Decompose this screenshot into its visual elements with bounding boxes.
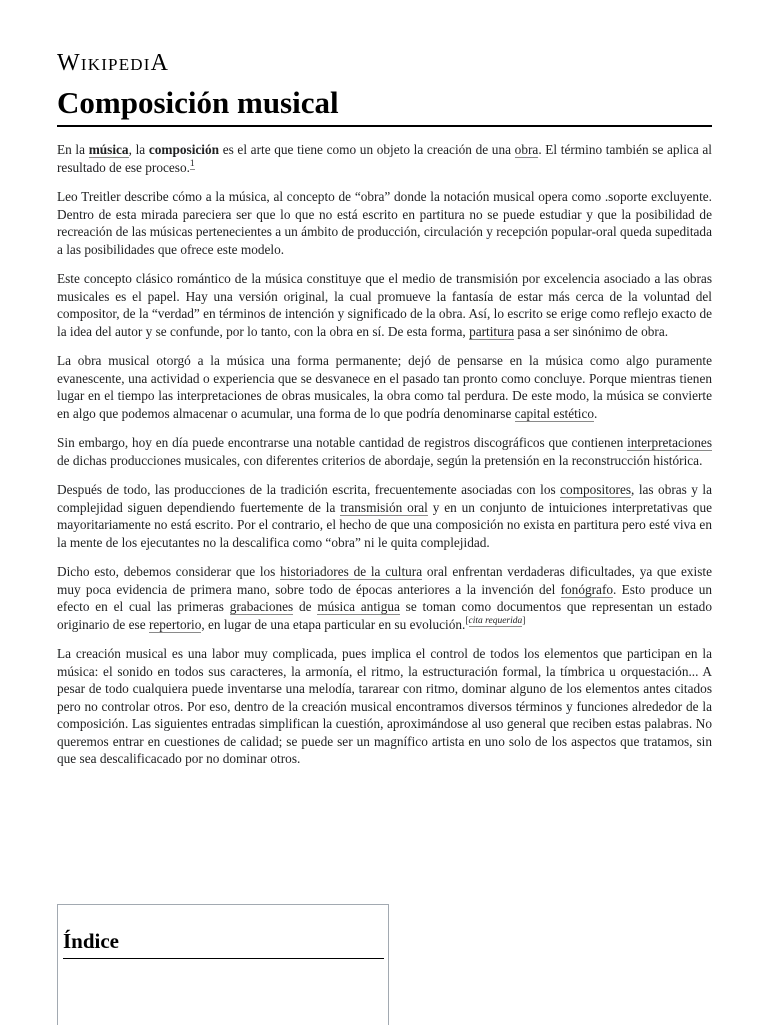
text: de xyxy=(293,599,318,614)
text: Este concepto clásico romántico de la música constituye que el medio de transmisión por excelencia asociado a las obras musicales es el papel. Hay una versión original, la cual promueve la fantasía de estar más cerca de la voluntad del compositor, de la “verdad” en términos de intención y significado de la obra. Así, lo escrito se erige como reflejo exacto de la idea del autor y se confunde, por lo tanto, con la obra en sí. De esta forma, xyxy=(57,271,712,339)
link-obra[interactable]: obra xyxy=(514,142,539,157)
text: . El término también se aplica al resultado de ese proceso. xyxy=(57,142,713,175)
link-fonografo[interactable]: fonógrafo xyxy=(560,581,614,597)
article-body xyxy=(57,141,712,780)
paragraph-2: Leo Treitler describe cómo a la música, al concepto de “obra” donde la notación musical opera como .soporte excluyente. Dentro de esta mirada pareciera ser que lo que no está escrito en partitura no se puede estudiar y que la posibilidad de recreación de las músicas pertenecientes a un ámbito de producción, circulación y recepción popular-oral queda supeditada a las posibilidades que ofrece este modelo. xyxy=(57,189,712,257)
text: Después de todo, las producciones de la tradición escrita, frecuentemente asociadas con los xyxy=(57,482,561,497)
text: La obra musical otorgó a la música una forma permanente; dejó de pensarse en la música como algo puramente evanescente, una actividad o experiencia que se desvanece en el pasado tan pronto como concluye. Porque mientras tienen lugar en el tiempo las interpretaciones de obras musicales, la obra como tal perdura. De este modo, la música se convierte en algo que podemos almacenar o acumular, una forma de lo que podría denominarse xyxy=(57,353,712,421)
wikipedia-logo[interactable] xyxy=(57,50,169,77)
bold-composicion: composición xyxy=(148,142,220,157)
text: es el arte que tiene como un objeto la creación de una xyxy=(219,142,515,157)
link-transmision-oral[interactable]: transmisión oral xyxy=(340,499,428,515)
paragraph-6 xyxy=(57,481,712,551)
text: de dichas producciones musicales, con diferentes criterios de abordaje, según la pretensión en la reconstrucción histórica. xyxy=(57,452,703,468)
table-of-contents xyxy=(57,904,389,1025)
bracket: [ xyxy=(465,615,469,626)
citation-needed xyxy=(465,616,525,627)
bracket: ] xyxy=(522,615,526,626)
wordmark-w: W xyxy=(57,50,81,76)
link-interpretaciones[interactable]: interpretaciones xyxy=(627,435,712,450)
link-cita-requerida[interactable]: cita requerida xyxy=(468,615,523,626)
link-repertorio[interactable]: repertorio xyxy=(148,616,202,632)
text: se toman como documentos que representan un estado originario de ese xyxy=(57,599,712,632)
paragraph-1 xyxy=(57,141,712,176)
link-musica-antigua[interactable]: música antigua xyxy=(317,599,400,614)
paragraph-3 xyxy=(57,270,712,340)
toc-divider xyxy=(63,958,384,959)
text: pasa a ser sinónimo de obra. xyxy=(514,323,669,339)
text: , la xyxy=(128,142,149,157)
text: oral enfrentan verdaderas dificultades, ya que existe muy poca evidencia de primera mano, sobre todo de épocas anteriores a la invención del xyxy=(57,564,712,597)
wordmark-middle: IKIPEDI xyxy=(80,55,151,74)
text: . xyxy=(594,405,598,421)
text: , las obras y la complejidad siguen dependiendo fuertemente de la xyxy=(57,482,712,515)
text: En la xyxy=(57,142,89,157)
paragraph-5 xyxy=(57,434,712,469)
paragraph-7 xyxy=(57,563,712,633)
paragraph-8: La creación musical es una labor muy complicada, pues implica el control de todos los elementos que participan en la música: el sonido en todos sus caracteres, la armonía, el ritmo, la estructuración formal, la tímbrica u orquestación... A pesar de todo cualquiera puede inventarse una melodía, tararear con ritmo, dominar alguno de los elementos antes citados pero no controlar otros. Por eso, dentro de la creación musical encontramos diversos términos y funciones alrededor de la composición. Las siguientes entradas simplifican la cuestión, aproximándose al uso general que reciben estas palabras. No queremos entrar en cuestiones de calidad; se puede ser un magnífico artista en uno solo de los aspectos que tratamos, sin que sea descalificacado por no dominar otros. xyxy=(57,646,712,766)
text: Sin embargo, hoy en día puede encontrarse una notable cantidad de registros discográficos que contienen xyxy=(57,435,628,450)
link-partitura[interactable]: partitura xyxy=(469,323,515,339)
title-divider xyxy=(57,125,712,127)
paragraph-4 xyxy=(57,352,712,422)
wordmark-a: A xyxy=(150,50,170,76)
text: . Esto produce un efecto en el cual las primeras xyxy=(57,581,712,614)
link-musica[interactable]: música xyxy=(88,142,129,157)
link-capital-estetico[interactable]: capital estético xyxy=(514,405,595,421)
link-grabaciones[interactable]: grabaciones xyxy=(229,599,294,614)
text: Dicho esto, debemos considerar que los xyxy=(57,564,281,579)
text: y en un conjunto de intuiciones interpretativas que mayoritariamente no está escrito. Por el contrario, el hecho de que una composición no exista en partitura pero esté viva en la mente de los ejecutantes no la descalifica como “obra” ni le quita complejidad. xyxy=(57,499,712,550)
toc-title: Índice xyxy=(63,929,120,953)
page-title: Composición musical xyxy=(57,85,339,120)
text: , en lugar de una etapa particular en su evolución. xyxy=(201,616,466,632)
link-historiadores[interactable]: historiadores de la cultura xyxy=(280,564,423,579)
link-compositores[interactable]: compositores xyxy=(560,482,632,497)
reference-1[interactable]: 1 xyxy=(189,158,195,169)
